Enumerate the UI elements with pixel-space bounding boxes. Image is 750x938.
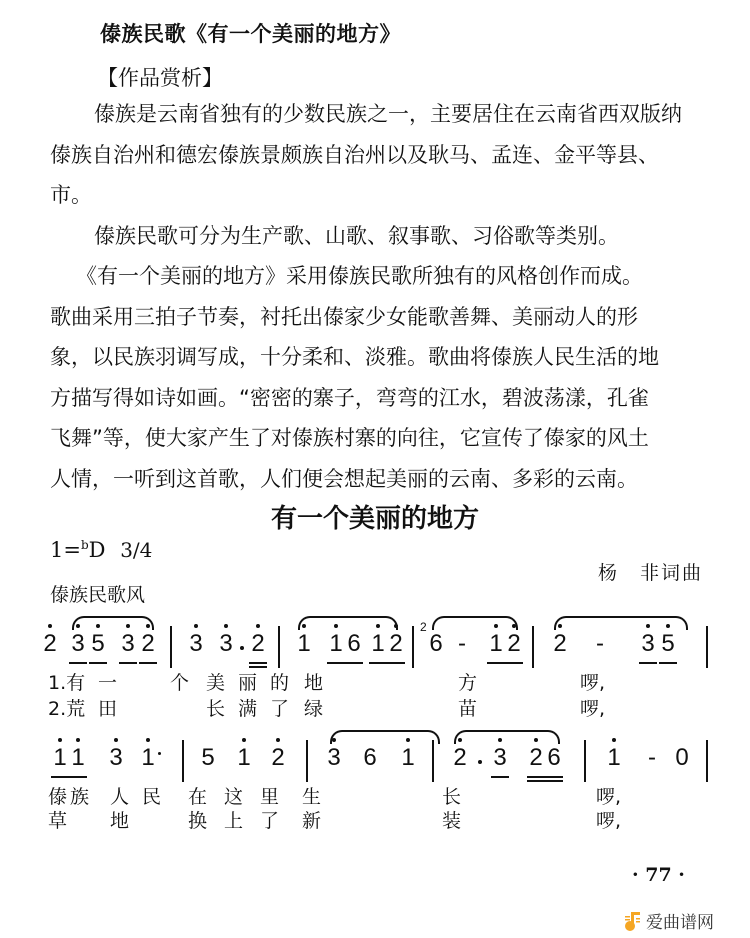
bar-line [706, 626, 708, 668]
bar-line [182, 740, 184, 782]
note: 3 [70, 630, 86, 658]
flat-sign: b [80, 538, 89, 552]
note: 6 [363, 744, 377, 771]
note: 2 [452, 744, 468, 772]
bar-line [306, 740, 308, 782]
augmentation-dot [158, 752, 161, 755]
note: 2 [552, 630, 568, 658]
paragraph-line: 市。 [50, 183, 92, 207]
paragraph-3 [50, 256, 710, 499]
augmentation-dot [478, 760, 482, 764]
note: 1 [488, 630, 504, 658]
note: 1 [140, 744, 156, 772]
bar-line [278, 626, 280, 668]
time-signature: 3/4 [120, 538, 153, 562]
note: 3 [108, 744, 124, 772]
note: 2 [528, 744, 544, 772]
slur [298, 616, 398, 630]
augmentation-dot [240, 646, 244, 650]
bar-line [412, 626, 414, 668]
dash: - [458, 630, 466, 657]
note: 2 [140, 630, 156, 658]
note: 2 [250, 630, 266, 658]
composer-credit: 杨 非词曲 [598, 562, 704, 584]
score-row-1 [40, 618, 720, 668]
note: 5 [90, 630, 106, 658]
bar-line [584, 740, 586, 782]
note: 1 [606, 744, 622, 772]
note: 3 [120, 630, 136, 658]
note: 6 [429, 630, 443, 657]
note: 5 [660, 630, 676, 658]
note: 3 [188, 630, 204, 658]
section-title: 傣族民歌《有一个美丽的地方》 [100, 22, 401, 46]
paragraph-line: 歌曲采用三拍子节奏，衬托出傣家少女能歌善舞、美丽动人的形 [50, 304, 638, 329]
grace-note: 2 [420, 620, 427, 634]
note: 3 [218, 630, 234, 658]
paragraph-line: 傣族民歌可分为生产歌、山歌、叙事歌、习俗歌等类别。 [94, 224, 619, 248]
note: 1 [236, 744, 252, 772]
slur [330, 730, 440, 744]
note: 3 [326, 744, 342, 772]
slur [454, 730, 560, 744]
note: 1 [52, 744, 68, 772]
note: 6 [546, 744, 562, 772]
page-number: · 77 · [632, 864, 685, 886]
key-signature [50, 538, 152, 562]
style-label: 傣族民歌风 [50, 584, 146, 606]
note: 1 [370, 630, 386, 658]
bar-line [432, 740, 434, 782]
paragraph-line: 人情，一听到这首歌，人们便会想起美丽的云南、多彩的云南。 [50, 466, 638, 491]
note: 6 [346, 630, 362, 658]
note: 2 [388, 630, 404, 658]
key-prefix: 1= [50, 538, 81, 562]
paragraph-line: 方描写得如诗如画。“密密的寨子，弯弯的江水，碧波荡漾，孔雀 [50, 385, 649, 410]
note: 1 [296, 630, 312, 658]
score-row-2 [40, 732, 720, 782]
note: 1 [328, 630, 344, 658]
dash: - [596, 630, 604, 657]
watermark-text: 爱曲谱网 [646, 913, 714, 933]
bar-line [706, 740, 708, 782]
slur [432, 616, 518, 630]
paragraph-line: 《有一个美丽的地方》采用傣族民歌所独有的风格创作而成。 [76, 264, 643, 288]
note: 2 [42, 630, 58, 658]
paragraph-2 [50, 216, 710, 257]
bar-line [170, 626, 172, 668]
watermark [624, 908, 714, 933]
note: 3 [492, 744, 508, 772]
subheading: 【作品赏析】 [97, 66, 223, 90]
note: 3 [640, 630, 656, 658]
paragraph-line: 象，以民族羽调写成，十分柔和、淡雅。歌曲将傣族人民生活的地 [50, 345, 659, 369]
song-title: 有一个美丽的地方 [270, 504, 479, 534]
bar-line [532, 626, 534, 668]
note: 5 [201, 744, 215, 771]
paragraph-1 [50, 94, 710, 216]
paragraph-line: 傣族是云南省独有的少数民族之一，主要居住在云南省西双版纳 [94, 102, 682, 126]
music-note-logo-icon [624, 911, 642, 931]
slur [72, 616, 154, 630]
note: 2 [506, 630, 522, 658]
note: 2 [270, 744, 286, 772]
rest: 0 [675, 744, 689, 771]
note: 1 [400, 744, 416, 772]
paragraph-line: 飞舞”等，使大家产生了对傣族村寨的向往，它宣传了傣家的风土 [50, 426, 649, 450]
key-note: D [88, 538, 106, 562]
paragraph-line: 傣族自治州和德宏傣族景颇族自治州以及耿马、孟连、金平等县、 [50, 142, 659, 167]
note: 1 [70, 744, 86, 772]
dash: - [648, 744, 656, 771]
